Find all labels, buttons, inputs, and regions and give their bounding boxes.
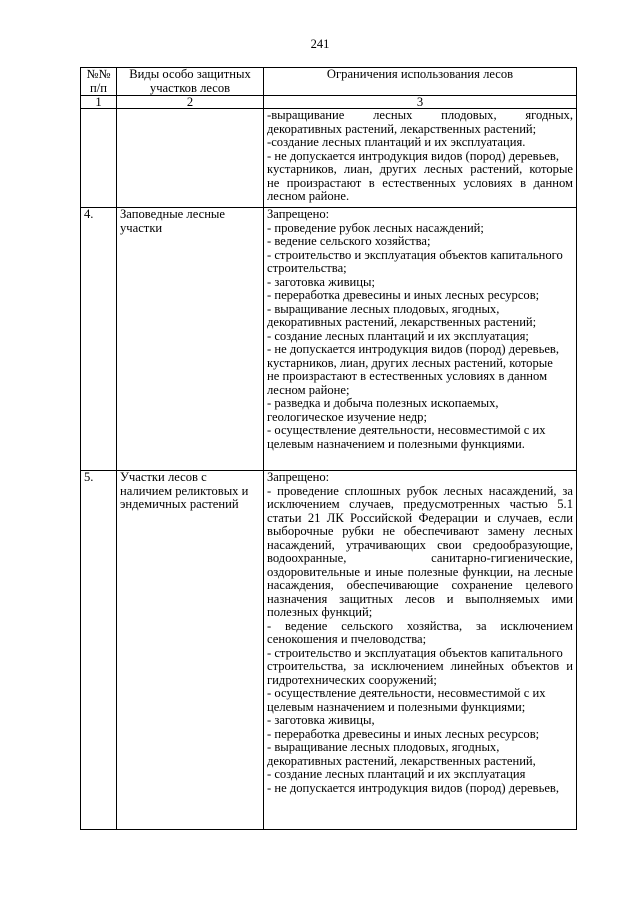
- row-kind: Участки лесов с наличием реликтовых и эндемичных растений: [117, 471, 264, 830]
- restriction-line: исключением случаев, предусмотренных частью 5.1: [267, 497, 573, 511]
- table-row: [81, 109, 577, 208]
- column-number-row: [81, 96, 577, 109]
- restriction-line: - проведение сплошных рубок лесных насаждений, за: [267, 483, 573, 498]
- column-number-3: 3: [264, 96, 577, 109]
- restriction-line: целевым назначением и полезными функциями;: [267, 699, 526, 714]
- restriction-line: - выращивание лесных плодовых, ягодных,: [267, 301, 500, 316]
- restriction-line: - ведение сельского хозяйства, за исключением: [267, 618, 573, 633]
- row-number: 5.: [81, 471, 117, 830]
- restriction-line: статьи 21 ЛК Российской Федерации и случаев, если: [267, 510, 573, 525]
- restriction-line: - строительство и эксплуатация объектов капитального: [267, 247, 563, 262]
- restriction-line: насаждения, обеспечивающие сохранение целевого: [267, 578, 573, 592]
- column-number-1: 1: [81, 96, 117, 109]
- restriction-line: Запрещено:: [267, 470, 330, 484]
- restriction-line: - разведка и добыча полезных ископаемых,: [267, 396, 499, 410]
- restriction-line: водоохранные, санитарно-гигиенические,: [267, 551, 573, 565]
- table-header-row: [81, 68, 577, 96]
- restriction-line: - осуществление деятельности, несовместимой с их: [267, 686, 546, 700]
- row-number: 4.: [81, 208, 117, 471]
- restriction-line: строительства, за исключением линейных объектов и: [267, 659, 573, 673]
- restriction-line: не произрастают в естественных условиях в данном: [267, 369, 548, 383]
- table-row: [81, 471, 577, 830]
- restriction-line: насаждений, утрачивающих свои средообразующие,: [267, 537, 573, 552]
- row-restrictions: [264, 471, 577, 830]
- restriction-line: кустарников, лиан, других лесных растений, которые: [267, 355, 553, 370]
- restriction-line: гидротехнических сооружений;: [267, 672, 437, 687]
- restriction-line: кустарников, лиан, других лесных растений, которые: [267, 162, 573, 176]
- page-number: 241: [310, 37, 330, 51]
- header-kind: Виды особо защитных участков лесов: [117, 68, 264, 96]
- restriction-line: - не допускается интродукция видов (пород) деревьев,: [267, 148, 560, 163]
- restriction-line: декоративных растений, лекарственных растений;: [267, 315, 537, 329]
- restriction-line: - ведение сельского хозяйства;: [267, 234, 431, 248]
- restriction-line: геологическое изучение недр;: [267, 409, 427, 424]
- restriction-line: - строительство и эксплуатация объектов капитального: [267, 645, 563, 660]
- row-number: [81, 109, 117, 208]
- row-kind: [117, 109, 264, 208]
- restriction-line: оздоровительные и иные полезные функции, на лесные: [267, 564, 573, 579]
- restriction-line: Запрещено:: [267, 207, 330, 221]
- restriction-line: - проведение рубок лесных насаждений;: [267, 220, 484, 235]
- restriction-line: - осуществление деятельности, несовместимой с их: [267, 423, 546, 437]
- table-row: [81, 208, 577, 471]
- restriction-line: декоративных растений, лекарственных растений;: [267, 121, 537, 136]
- restriction-line: строительства;: [267, 261, 347, 275]
- restriction-line: - создание лесных плантаций и их эксплуатация: [267, 767, 526, 781]
- header-limits: Ограничения использования лесов: [264, 68, 577, 96]
- restriction-line: целевым назначением и полезными функциями.: [267, 436, 525, 451]
- restriction-line: - переработка древесины и иных лесных ресурсов;: [267, 288, 540, 302]
- column-number-2: 2: [117, 96, 264, 109]
- restriction-line: назначения защитных лесов и выполняемых ими: [267, 591, 573, 606]
- restriction-line: полезных функций;: [267, 605, 373, 619]
- restriction-line: -выращивание лесных плодовых, ягодных,: [267, 108, 573, 122]
- restriction-line: выборочные рубки не обеспечивают замену лесных: [267, 524, 573, 538]
- restriction-line: декоративных растений, лекарственных растений,: [267, 753, 536, 768]
- restriction-line: - создание лесных плантаций и их эксплуатация;: [267, 328, 529, 343]
- restriction-line: - заготовка живицы,: [267, 713, 375, 727]
- restriction-line: - заготовка живицы;: [267, 274, 375, 289]
- restriction-line: -создание лесных плантаций и их эксплуатация.: [267, 135, 526, 149]
- restriction-line: не произрастают в естественных условиях в данном: [267, 175, 573, 190]
- header-num: №№ п/п: [81, 68, 117, 96]
- restriction-line: - не допускается интродукция видов (пород) деревьев,: [267, 780, 560, 795]
- restriction-line: лесном районе;: [267, 382, 350, 397]
- restriction-line: - не допускается интродукция видов (пород) деревьев,: [267, 342, 560, 356]
- row-restrictions: [264, 208, 577, 471]
- restriction-line: - переработка древесины и иных лесных ресурсов;: [267, 726, 540, 741]
- row-kind: Заповедные лесные участки: [117, 208, 264, 471]
- forest-restrictions-table: [80, 67, 577, 830]
- restriction-line: - выращивание лесных плодовых, ягодных,: [267, 740, 500, 754]
- row-restrictions: [264, 109, 577, 208]
- restriction-line: лесном районе.: [267, 189, 350, 203]
- restriction-line: сенокошения и пчеловодства;: [267, 632, 427, 646]
